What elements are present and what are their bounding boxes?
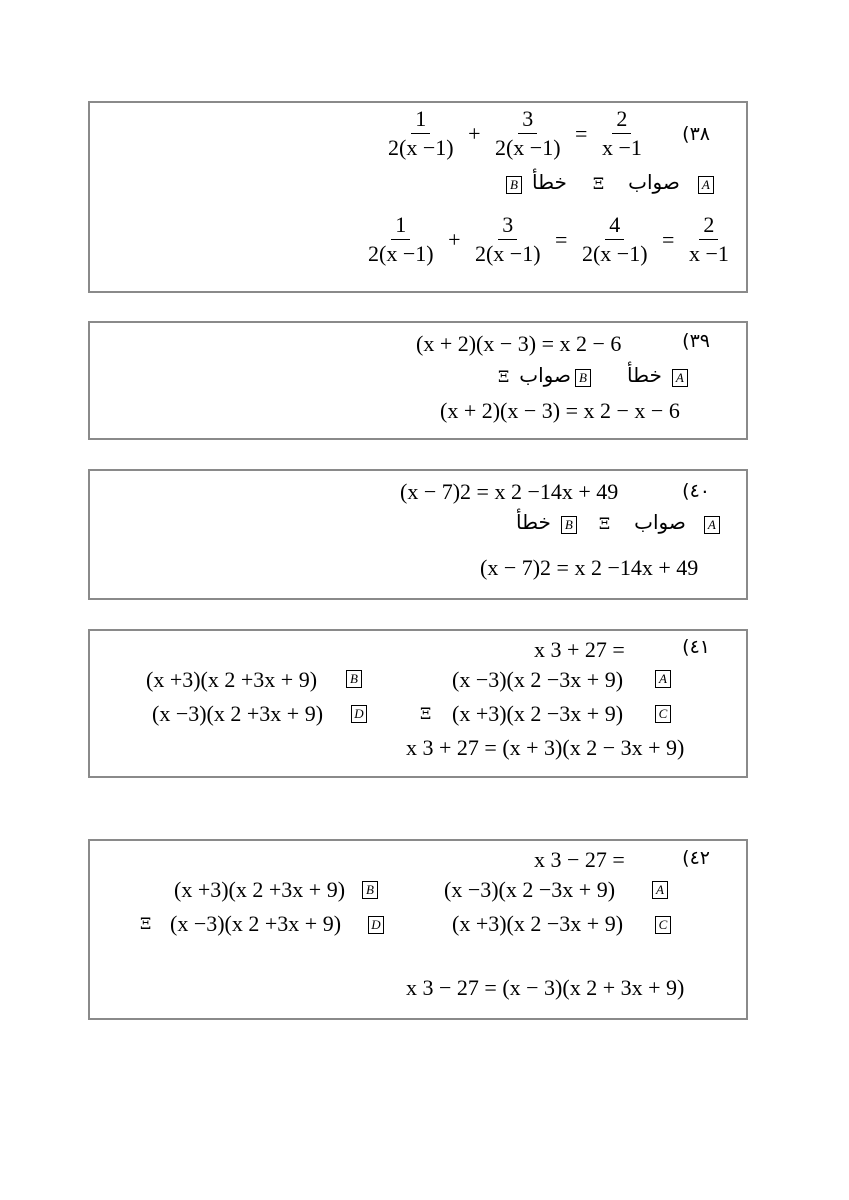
question-38-card [88, 101, 748, 293]
correct-mark-icon: Ξ [498, 367, 510, 386]
answer-options [506, 170, 714, 194]
fraction: $\frac{4}{2(x -1)}$ [581, 212, 648, 266]
question-number: (٣٨ [682, 123, 710, 145]
option-b-box[interactable]: B [362, 881, 378, 899]
question-number: (٤٠ [682, 480, 710, 502]
option-b-box[interactable]: B [575, 369, 591, 387]
option-b-box[interactable]: B [506, 176, 522, 194]
option-c-box[interactable]: C [655, 916, 671, 934]
answer-options [516, 510, 720, 534]
fraction: $\frac{2}{x -1}$ [601, 106, 642, 160]
correct-mark-icon: Ξ [592, 174, 605, 193]
fraction: $\frac{3}{2(x -1)}$ [494, 106, 561, 160]
option-d-box[interactable]: D [368, 916, 384, 934]
option-a-box[interactable]: A [698, 176, 714, 194]
question-40-card [88, 469, 748, 600]
option-d-text: (x −3)(x 2 +3x + 9) [170, 911, 342, 936]
question-equation: (x − 7)2 = x 2 −14x + 49 [400, 479, 619, 504]
option-a-text: (x −3)(x 2 −3x + 9) [444, 877, 616, 902]
option-c-box[interactable]: C [655, 705, 671, 723]
question-number: (٤٢ [682, 847, 710, 869]
solution-equation: x 3 + 27 = (x + 3)(x 2 − 3x + 9) [406, 735, 685, 760]
option-b-label: خطأ [532, 170, 567, 194]
question-number: (٣٩ [682, 330, 710, 352]
solution-equation: (x + 2)(x − 3) = x 2 − x − 6 [440, 398, 680, 423]
option-a-label: صواب [634, 510, 686, 534]
option-b-text: (x +3)(x 2 +3x + 9) [174, 877, 346, 902]
fraction: $\frac{3}{2(x -1)}$ [474, 212, 541, 266]
option-b-box[interactable]: B [561, 516, 577, 534]
solution-equation: $\frac{1}{2(x -1)}$ + $\frac{3}{2(x -1)}$ = $\frac{4}{2(x -1)}$ = $\frac{2}{x -1}$ [362, 213, 735, 266]
solution-equation: (x − 7)2 = x 2 −14x + 49 [480, 555, 699, 580]
fraction: $\frac{2}{x -1}$ [688, 212, 729, 266]
question-equation: x 3 + 27 = [534, 637, 625, 662]
option-b-text: (x +3)(x 2 +3x + 9) [146, 667, 318, 692]
question-equation: (x + 2)(x − 3) = x 2 − 6 [416, 331, 622, 356]
option-c-text: (x +3)(x 2 −3x + 9) [452, 911, 624, 936]
solution-equation: x 3 − 27 = (x − 3)(x 2 + 3x + 9) [406, 975, 685, 1000]
option-b-box[interactable]: B [346, 670, 362, 688]
option-a-label: صواب [628, 170, 680, 194]
option-d-text: (x −3)(x 2 +3x + 9) [152, 701, 324, 726]
question-number: (٤١ [682, 636, 710, 658]
option-a-box[interactable]: A [704, 516, 720, 534]
fraction: $\frac{1}{2(x -1)}$ [368, 212, 434, 266]
question-39-card [88, 321, 748, 440]
question-equation: x 3 − 27 = [534, 847, 625, 872]
option-b-label: خطأ [626, 363, 662, 387]
question-42-card [88, 839, 748, 1020]
fraction: $\frac{1}{2(x -1)}$ [388, 106, 454, 160]
option-a-label: صواب [519, 363, 571, 387]
correct-mark-icon: Ξ [420, 704, 432, 723]
option-a-box[interactable]: A [652, 881, 668, 899]
option-c-text: (x +3)(x 2 −3x + 9) [452, 701, 624, 726]
answer-options [498, 363, 688, 387]
option-a-box[interactable]: A [672, 369, 688, 387]
option-d-box[interactable]: D [351, 705, 367, 723]
option-a-box[interactable]: A [655, 670, 671, 688]
option-b-label: خطأ [516, 510, 551, 534]
question-equation: $\frac{1}{2(x -1)}$ + $\frac{3}{2(x -1)}$ = $\frac{2}{x -1}$ [382, 107, 648, 160]
correct-mark-icon: Ξ [598, 514, 611, 533]
question-41-card [88, 629, 748, 778]
option-a-text: (x −3)(x 2 −3x + 9) [452, 667, 624, 692]
correct-mark-icon: Ξ [140, 914, 152, 933]
